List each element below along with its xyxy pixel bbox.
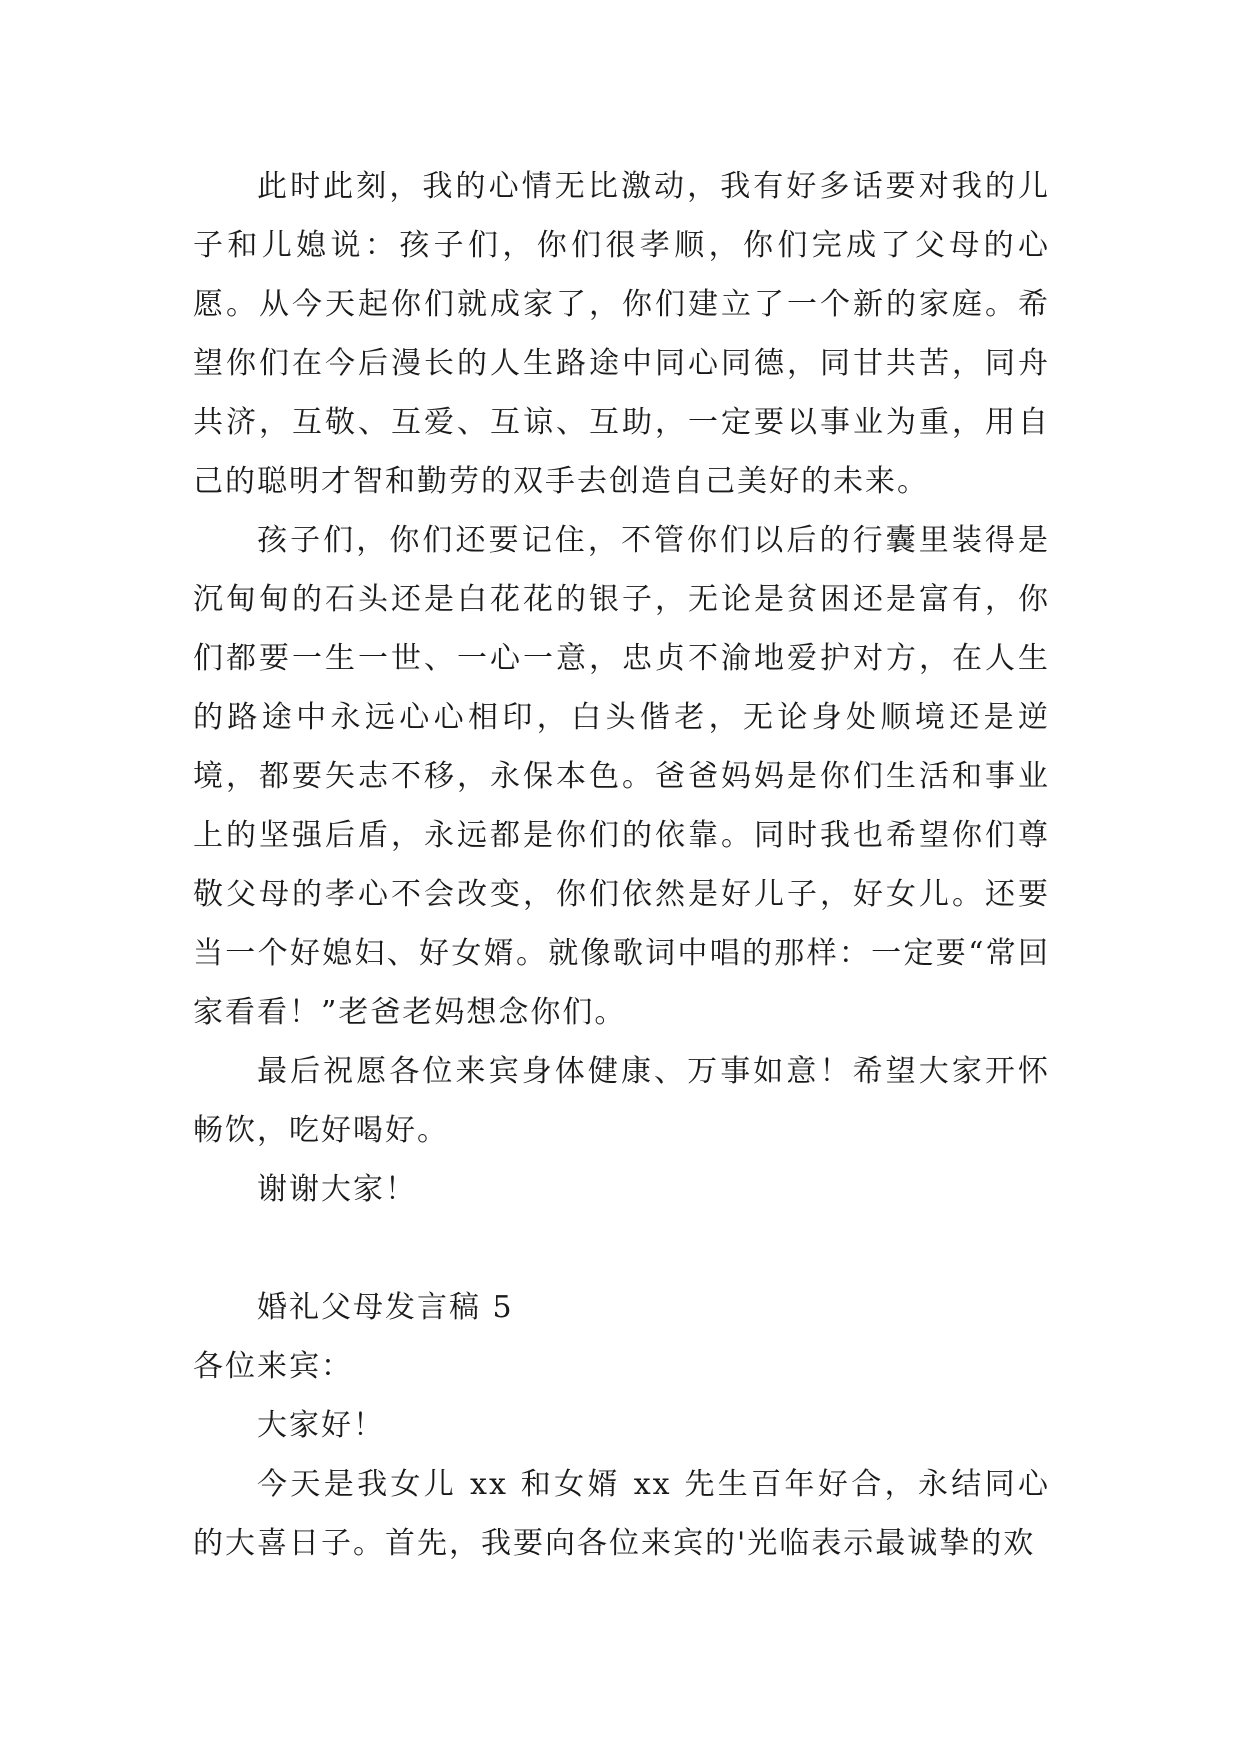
document-body bbox=[193, 157, 1050, 1573]
section-spacer bbox=[193, 1219, 1050, 1278]
paragraph-blessing-guests: 最后祝愿各位来宾身体健康、万事如意！希望大家开怀畅饮，吃好喝好。 bbox=[193, 1054, 1050, 1148]
paragraph-advice-to-children: 孩子们，你们还要记住，不管你们以后的行囊里装得是沉甸甸的石头还是白花花的银子，无论是贫困还是富有，你们都要一生一世、一心一意，忠贞不渝地爱护对方，在人生的路途中永远心心相印，白头偕老，无论身处顺境还是逆境，都要矢志不移，永保本色。爸爸妈妈是你们生活和事业上的坚强后盾，永远都是你们的依靠。同时我也希望你们尊敬父母的孝心不会改变，你们依然是好儿子，好女儿。还要当一个好媳妇、好女婿。就像歌词中唱的那样：一定要“常回家看看！”老爸老妈想念你们。 bbox=[193, 523, 1050, 1030]
salutation: 各位来宾： bbox=[193, 1349, 353, 1384]
greeting: 大家好！ bbox=[257, 1408, 385, 1443]
paragraph-thanks: 谢谢大家！ bbox=[257, 1172, 417, 1207]
section-title: 婚礼父母发言稿 5 bbox=[257, 1290, 514, 1325]
paragraph-opening: 今天是我女儿 xx 和女婿 xx 先生百年好合，永结同心的大喜日子。首先，我要向各位来宾的'光临表示最诚挚的欢 bbox=[193, 1467, 1050, 1561]
paragraph-wishes-to-couple: 此时此刻，我的心情无比激动，我有好多话要对我的儿子和儿媳说：孩子们，你们很孝顺，你们完成了父母的心愿。从今天起你们就成家了，你们建立了一个新的家庭。希望你们在今后漫长的人生路途中同心同德，同甘共苦，同舟共济，互敬、互爱、互谅、互助，一定要以事业为重，用自己的聪明才智和勤劳的双手去创造自己美好的未来。 bbox=[193, 169, 1050, 499]
